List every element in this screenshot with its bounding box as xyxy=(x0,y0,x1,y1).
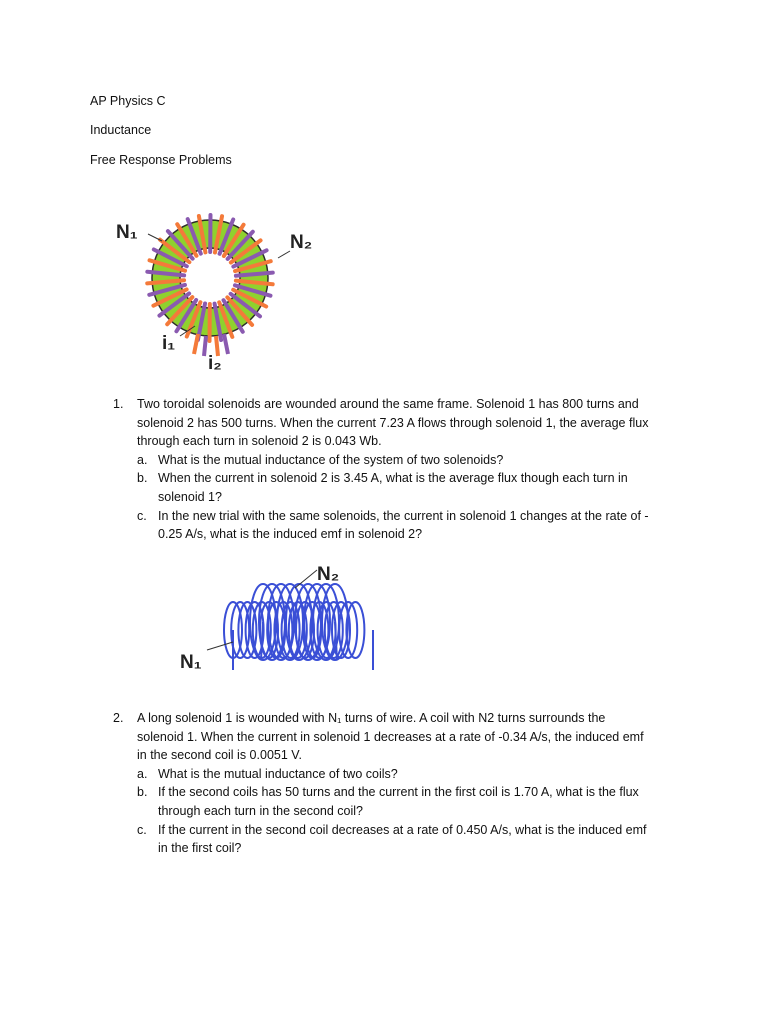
problem-number: 1. xyxy=(113,397,124,411)
lead-i1-a xyxy=(194,334,198,354)
part-text: If the second coils has 50 turns and the current in the first coil is 1.70 A, what is the flux through each turn in the second coil? xyxy=(158,785,639,818)
lead-i2-b xyxy=(224,334,228,354)
part-label: b. xyxy=(137,785,148,800)
problem-text: Two toroidal solenoids are wounded around the same frame. Solenoid 1 has 800 turns and solenoid 2 has 500 turns. When the current 7.23 A flows through solenoid 1, the average flux through each turn in solenoid 2 is 0.043 Wb. xyxy=(137,397,649,449)
label-n1: N₁ xyxy=(180,652,202,673)
toroid-figure xyxy=(110,196,330,376)
part-label: a. xyxy=(137,452,148,467)
label-n2: N₂ xyxy=(290,232,313,253)
part-b xyxy=(113,783,653,820)
problem-parts xyxy=(113,765,653,858)
coil-figure xyxy=(175,560,395,680)
outer-coil-lead xyxy=(261,622,263,660)
part-c xyxy=(113,821,653,858)
problem-number: 2. xyxy=(113,711,124,725)
n1-pointer xyxy=(148,234,162,241)
label-n2: N₂ xyxy=(317,564,340,585)
problem-text: A long solenoid 1 is wounded with N₁ turns of wire. A coil with N2 turns surrounds the solenoid 1. When the current in solenoid 1 decreases at a rate of -0.34 A/s, the induced emf in the second coil is 0.0051 V. xyxy=(137,711,644,763)
part-text: When the current in solenoid 2 is 3.45 A, what is the average flux though each turn in solenoid 1? xyxy=(158,471,628,504)
outer-coil-lead xyxy=(335,622,337,660)
problem-2 xyxy=(113,709,653,858)
part-text: In the new trial with the same solenoids, the current in solenoid 1 changes at the rate of - 0.25 A/s, what is the induced emf in solenoid 2? xyxy=(158,508,649,542)
part-label: a. xyxy=(137,766,148,781)
part-c xyxy=(113,507,653,544)
label-i1: i₁ xyxy=(162,333,176,354)
lead-i1-b xyxy=(204,336,206,356)
part-a xyxy=(113,765,653,784)
part-text: What is the mutual inductance of two coils? xyxy=(158,766,398,781)
part-label: c. xyxy=(137,822,147,837)
problem-1 xyxy=(113,395,653,544)
section-title: Free Response Problems xyxy=(90,153,232,167)
part-label: c. xyxy=(137,508,147,523)
topic-title: Inductance xyxy=(90,123,152,137)
part-text: If the current in the second coil decreases at a rate of 0.450 A/s, what is the induced emf in the first coil? xyxy=(158,822,647,856)
label-i2: i₂ xyxy=(208,353,222,374)
part-label: b. xyxy=(137,471,148,486)
part-b xyxy=(113,469,653,506)
label-n1: N₁ xyxy=(116,222,138,243)
part-a xyxy=(113,451,653,470)
problem-parts xyxy=(113,451,653,544)
course-title: AP Physics C xyxy=(90,94,166,108)
part-text: What is the mutual inductance of the system of two solenoids? xyxy=(158,452,504,467)
n1-pointer xyxy=(207,642,233,650)
n2-pointer xyxy=(278,251,290,258)
